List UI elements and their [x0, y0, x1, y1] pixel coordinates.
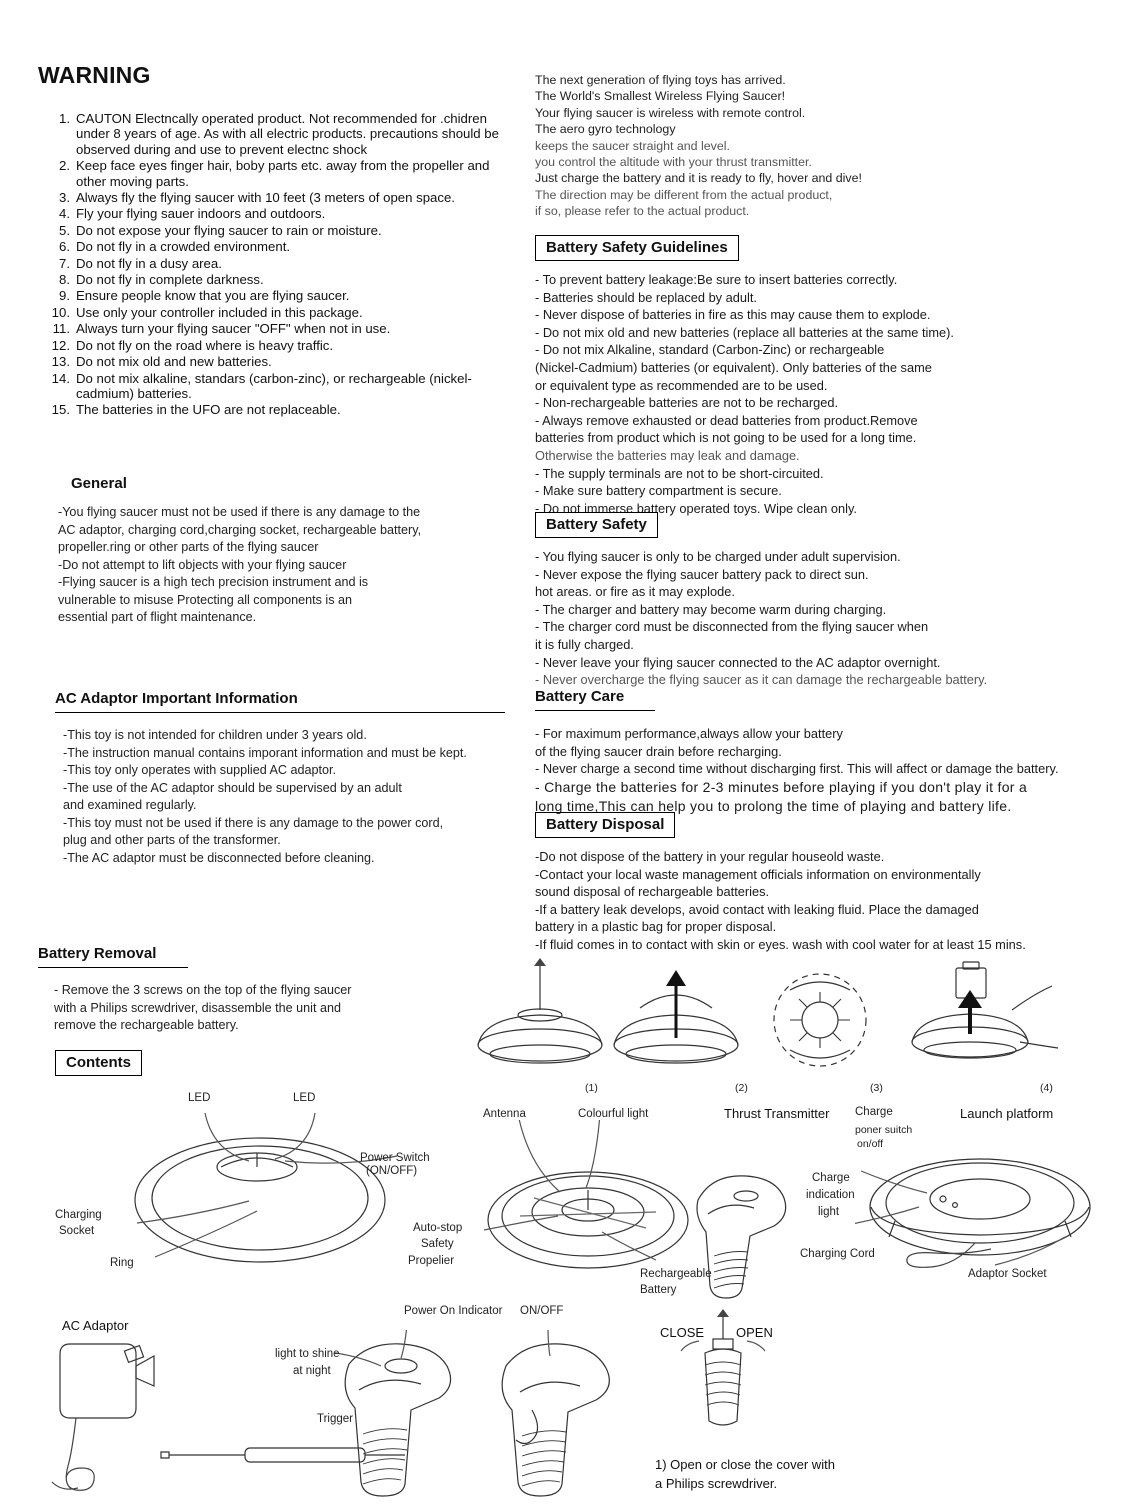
battery-disposal-heading: Battery Disposal — [535, 812, 675, 838]
ac-adaptor-line: -The AC adaptor must be disconnected before cleaning. — [63, 850, 375, 865]
step-1-label: (1) — [585, 1082, 598, 1094]
transmitter-side-diagram — [490, 1330, 640, 1500]
step-2-label: (2) — [735, 1082, 748, 1094]
disposal-line: -Do not dispose of the battery in your regular houseold waste. — [535, 849, 885, 864]
trigger-label: Trigger — [317, 1413, 353, 1425]
list-item: CAUTON Electncally operated product. Not recommended for .chidren under 8 years of age. As with all electric products. precautions should be observed during and use to prevent electnc shock — [76, 111, 499, 157]
charge-indication-label-2: indication — [806, 1189, 855, 1201]
battery-care-heading: Battery Care — [535, 688, 655, 711]
guideline-line: - Do not mix Alkaline, standard (Carbon-Zinc) or rechargeable — [535, 342, 885, 358]
safety-line: - Never leave your flying saucer connected to the AC adaptor overnight. — [535, 654, 941, 670]
colourful-light-label: Colourful light — [578, 1108, 649, 1120]
charging-socket-label: Charging — [55, 1209, 102, 1221]
battery-removal-line: - Remove the 3 screws on the top of the flying saucer — [54, 983, 352, 997]
safety-line: - You flying saucer is only to be charged under adult supervision. — [535, 549, 901, 564]
guideline-line: batteries from product which is not going to be used for a long time. — [535, 430, 917, 446]
list-item: Do not fly in a dusy area. — [76, 255, 222, 271]
list-item: Do not expose your flying saucer to rain or moisture. — [76, 222, 382, 238]
antenna-label: Antenna — [483, 1108, 526, 1120]
intro-section — [535, 72, 1095, 220]
at-night-label: at night — [293, 1365, 331, 1377]
battery-care-section — [535, 688, 1115, 816]
power-on-indicator-label: Power On Indicator — [404, 1305, 503, 1317]
list-item: Do not fly in a crowded environment. — [76, 239, 291, 255]
ac-adaptor-line: plug and other parts of the transformer. — [63, 833, 281, 847]
intro-line: Your flying saucer is wireless with remote control. — [535, 105, 806, 120]
list-item: Keep face eyes finger hair, boby parts etc. away from the propeller and other moving parts. — [76, 158, 490, 189]
guideline-line: - Do not mix old and new batteries (replace all batteries at the same time). — [535, 324, 954, 340]
warning-list — [38, 111, 518, 418]
general-line: -You flying saucer must not be used if there is any damage to the — [58, 505, 421, 519]
guideline-line: - To prevent battery leakage:Be sure to insert batteries correctly. — [535, 272, 898, 287]
battery-safety-guidelines-section — [535, 235, 1115, 517]
battery-removal-line: remove the rechargeable battery. — [54, 1018, 239, 1032]
general-heading: General — [71, 475, 127, 492]
list-item: Do not fly in complete darkness. — [76, 272, 264, 288]
care-line: of the flying saucer drain before recharging. — [535, 743, 782, 759]
battery-removal-diagram — [460, 950, 1100, 1090]
ac-adaptor-heading: AC Adaptor Important Information — [55, 690, 505, 713]
page-title: WARNING — [38, 62, 151, 88]
list-item: Ensure people know that you are flying saucer. — [76, 288, 350, 304]
launch-platform-caption: Launch platform — [960, 1106, 1054, 1121]
propeller-label: Propelier — [408, 1255, 455, 1267]
charge-indication-label-3: light — [818, 1206, 840, 1218]
charging-cord-label: Charging Cord — [800, 1248, 875, 1260]
battery-disposal-section — [535, 812, 1115, 954]
list-item: Do not fly on the road where is heavy traffic. — [76, 337, 334, 353]
general-line: -Do not attempt to lift objects with your flying saucer — [58, 557, 347, 572]
contents-section — [55, 1050, 142, 1086]
intro-line: The aero gyro technology — [535, 122, 676, 137]
battery-label: Battery — [640, 1284, 677, 1296]
step-3-label: (3) — [870, 1082, 883, 1094]
led-left-label: LED — [188, 1092, 211, 1104]
contents-heading: Contents — [55, 1050, 142, 1076]
guideline-line: - Non-rechargeable batteries are not to be recharged. — [535, 395, 839, 411]
ac-adaptor-line: -The use of the AC adaptor should be supervised by an adult — [63, 780, 402, 795]
intro-line: Just charge the battery and it is ready to fly, hover and dive! — [535, 171, 862, 186]
led-right-label: LED — [293, 1092, 316, 1104]
battery-removal-heading: Battery Removal — [38, 945, 188, 968]
auto-stop-label: Auto-stop — [413, 1222, 463, 1234]
rechargeable-label: Rechargeable — [640, 1268, 712, 1280]
care-line: long time,This can help you to prolong the time of playing and battery life. — [535, 797, 1012, 814]
charging-socket-label-2: Socket — [59, 1225, 95, 1237]
charge-label: Charge — [855, 1106, 893, 1118]
guideline-line: - The supply terminals are not to be short-circuited. — [535, 465, 824, 481]
disposal-line: sound disposal of rechargeable batteries. — [535, 884, 770, 900]
intro-line: you control the altitude with your thrust transmitter. — [535, 155, 812, 170]
disposal-line: -If a battery leak develops, avoid contact with leaking fluid. Place the damaged — [535, 901, 979, 917]
general-line: propeller.ring or other parts of the flying saucer — [58, 540, 319, 554]
safety-line: it is fully charged. — [535, 636, 634, 652]
disposal-line: battery in a plastic bag for proper disposal. — [535, 919, 777, 935]
guideline-line: - Make sure battery compartment is secure. — [535, 483, 782, 499]
guideline-line: - Always remove exhausted or dead batteries from product.Remove — [535, 412, 918, 428]
power-switch-sublabel: (ON/OFF) — [366, 1165, 418, 1177]
general-line: -Flying saucer is a high tech precision instrument and is — [58, 575, 369, 589]
list-item: Do not mix old and new batteries. — [76, 354, 272, 370]
open-label: OPEN — [736, 1325, 773, 1340]
battery-safety-guidelines-heading: Battery Safety Guidelines — [535, 235, 739, 261]
intro-line: keeps the saucer straight and level. — [535, 138, 730, 153]
ring-label: Ring — [110, 1257, 134, 1269]
safety-line: hot areas. or fire as it may explode. — [535, 584, 735, 600]
intro-line: The direction may be different from the actual product, — [535, 187, 833, 202]
thrust-transmitter-caption: Thrust Transmitter — [724, 1106, 830, 1121]
guideline-line: - Do not immerse battery operated toys. Wipe clean only. — [535, 500, 857, 516]
guideline-line: (Nickel-Cadmium) batteries (or equivalent). Only batteries of the same — [535, 359, 932, 375]
safety-line: - Never expose the flying saucer battery pack to direct sun. — [535, 566, 869, 582]
saucer-detail-diagram — [460, 1120, 720, 1310]
power-switch-onoff-label-2: on/off — [857, 1138, 884, 1150]
guideline-line: - Never dispose of batteries in fire as this may cause them to explode. — [535, 307, 931, 323]
battery-safety-section — [535, 512, 1115, 689]
guideline-line: Otherwise the batteries may leak and damage. — [535, 447, 800, 463]
adaptor-socket-label: Adaptor Socket — [968, 1268, 1047, 1280]
battery-removal-line: with a Philips screwdriver, disassemble the unit and — [54, 1000, 341, 1015]
ac-adaptor-line: -This toy must not be used if there is any damage to the power cord, — [63, 815, 444, 830]
ac-adaptor-section — [55, 690, 505, 867]
list-item: Fly your flying sauer indoors and outdoors. — [76, 206, 326, 222]
safety-line: - The charger and battery may become warm during charging. — [535, 601, 887, 617]
list-item: Always turn your flying saucer "OFF" when not in use. — [76, 321, 391, 337]
safety-label: Safety — [421, 1238, 454, 1250]
list-item: Always fly the flying saucer with 10 feet (3 meters of open space. — [76, 190, 455, 206]
general-line: AC adaptor, charging cord,charging socket, rechargeable battery, — [58, 522, 422, 537]
ac-adaptor-line: -This toy only operates with supplied AC adaptor. — [63, 763, 337, 777]
disposal-line: -Contact your local waste management officials information on environmentally — [535, 866, 981, 882]
saucer-top-view-diagram — [45, 1095, 465, 1295]
light-to-shine-label: light to shine — [275, 1348, 340, 1360]
intro-line: The next generation of flying toys has arrived. — [535, 73, 786, 87]
step-4-label: (4) — [1040, 1082, 1053, 1094]
care-line: - For maximum performance,always allow your battery — [535, 726, 843, 741]
guideline-line: or equivalent type as recommended are to be used. — [535, 377, 828, 393]
close-label: CLOSE — [660, 1325, 705, 1340]
screwdriver-diagram — [155, 1440, 415, 1480]
power-switch-onoff-label: poner suitch — [855, 1124, 913, 1136]
cover-note-line-1: 1) Open or close the cover with — [655, 1457, 835, 1472]
care-line: - Charge the batteries for 2-3 minutes before playing if you don't play it for a — [535, 778, 1028, 795]
battery-safety-heading: Battery Safety — [535, 512, 658, 538]
list-item: Use only your controller included in this package. — [76, 304, 363, 320]
ac-adaptor-line: -This toy is not intended for children under 3 years old. — [63, 728, 367, 742]
battery-removal-section — [38, 945, 458, 1035]
power-switch-label: Power Switch — [360, 1152, 430, 1164]
guideline-line: - Batteries should be replaced by adult. — [535, 289, 757, 305]
safety-line: - Never overcharge the flying saucer as it can damage the rechargeable battery. — [535, 672, 988, 688]
ac-adaptor-line: -The instruction manual contains imporant information and must be kept. — [63, 745, 467, 760]
intro-line: The World's Smallest Wireless Flying Saucer! — [535, 89, 786, 104]
care-line: - Never charge a second time without discharging first. This will affect or damage the battery. — [535, 761, 1059, 777]
general-line: essential part of flight maintenance. — [58, 610, 257, 624]
list-item: The batteries in the UFO are not replaceable. — [76, 402, 341, 418]
transmitter-front-diagram — [335, 1330, 485, 1500]
charge-indication-label: Charge — [812, 1172, 850, 1184]
cover-note-line-2: a Philips screwdriver. — [655, 1476, 778, 1491]
ac-adaptor-line: and examined regularly. — [63, 798, 197, 812]
list-item: Do not mix alkaline, standars (carbon-zinc), or rechargeable (nickel-cadmium) batteries. — [76, 370, 472, 401]
ac-adaptor-diagram — [40, 1318, 200, 1498]
intro-line: if so, please refer to the actual product. — [535, 204, 750, 219]
general-section — [38, 475, 508, 627]
launch-platform-diagram — [855, 1125, 1105, 1285]
onoff-label: ON/OFF — [520, 1305, 564, 1317]
safety-line: - The charger cord must be disconnected from the flying saucer when — [535, 619, 929, 635]
ac-adaptor-caption: AC Adaptor — [62, 1318, 129, 1333]
general-line: vulnerable to misuse Protecting all components is an — [58, 592, 353, 607]
warning-section — [38, 62, 518, 419]
disposal-line: -If fluid comes in to contact with skin or eyes. wash with cool water for at least 15 mins. — [535, 936, 1026, 952]
